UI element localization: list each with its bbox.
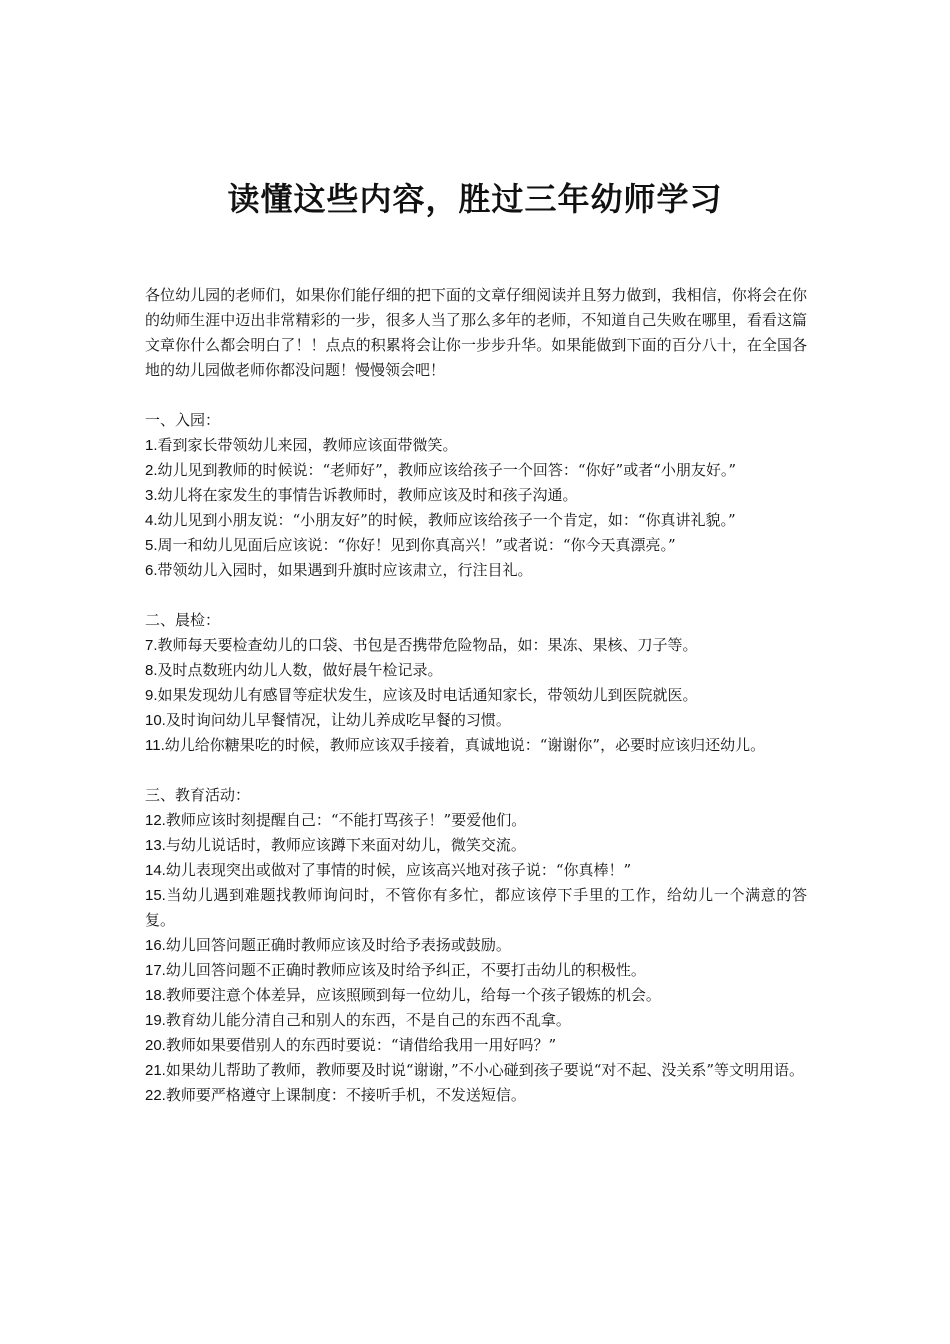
list-item [145,558,807,583]
item-number: 3. [145,487,158,504]
section-heading: 二、晨检： [145,611,221,629]
list-item [145,1083,807,1108]
item-number: 15. [145,887,166,904]
document-body [145,283,807,1133]
item-number: 12. [145,812,166,829]
item-text: 及时点数班内幼儿人数，做好晨午检记录。 [157,661,443,679]
list-item [145,858,807,883]
item-text: 如果发现幼儿有感冒等症状发生，应该及时电话通知家长，带领幼儿到医院就医。 [157,686,698,704]
list-item [145,833,807,858]
list-item [145,633,807,658]
list-item [145,933,807,958]
list-item [145,683,807,708]
item-number: 17. [145,962,166,979]
item-number: 22. [145,1087,166,1104]
item-text: 教育幼儿能分清自己和别人的东西，不是自己的东西不乱拿。 [165,1011,571,1029]
section-enrollment [145,408,807,583]
item-text: 幼儿见到小朋友说：“小朋友好”的时候，教师应该给孩子一个肯定，如：“你真讲礼貌。” [157,511,736,529]
list-item [145,808,807,833]
item-number: 4. [145,512,158,529]
item-text: 如果幼儿帮助了教师，教师要及时说“谢谢，”不小心碰到孩子要说“对不起、没关系”等文明用语。 [165,1061,805,1079]
item-number: 18. [145,987,166,1004]
section-educational-activities [145,783,807,1108]
item-number: 1. [145,437,158,454]
item-number: 2. [145,462,158,479]
list-item [145,483,807,508]
list-item [145,433,807,458]
item-text: 教师应该时刻提醒自己：“不能打骂孩子！”要爱他们。 [165,811,527,829]
item-number: 7. [145,637,158,654]
item-text: 幼儿见到教师的时候说：“老师好”，教师应该给孩子一个回答：“你好”或者“小朋友好。” [157,461,737,479]
item-text: 幼儿回答问题不正确时教师应该及时给予纠正，不要打击幼儿的积极性。 [165,961,646,979]
item-text: 当幼儿遇到难题找教师询问时，不管你有多忙，都应该停下手里的工作，给幼儿一个满意的答复。 [145,886,807,929]
item-number: 10. [145,712,166,729]
list-item [145,958,807,983]
item-text: 周一和幼儿见面后应该说：“你好！见到你真高兴！”或者说：“你今天真漂亮。” [157,536,676,554]
item-text: 带领幼儿入园时，如果遇到升旗时应该肃立，行注目礼。 [157,561,533,579]
item-number: 20. [145,1037,166,1054]
item-text: 教师每天要检查幼儿的口袋、书包是否携带危险物品，如：果冻、果核、刀子等。 [157,636,698,654]
list-item [145,458,807,483]
item-number: 8. [145,662,158,679]
section-heading: 三、教育活动： [145,786,251,804]
item-number: 6. [145,562,158,579]
item-text: 教师要严格遵守上课制度：不接听手机，不发送短信。 [165,1086,526,1104]
item-number: 14. [145,862,166,879]
list-item [145,1033,807,1058]
item-number: 5. [145,537,158,554]
item-text: 幼儿将在家发生的事情告诉教师时，教师应该及时和孩子沟通。 [157,486,578,504]
item-number: 16. [145,937,166,954]
list-item [145,1058,807,1083]
list-item [145,883,807,933]
item-text: 幼儿回答问题正确时教师应该及时给予表扬或鼓励。 [165,936,511,954]
item-text: 及时询问幼儿早餐情况，让幼儿养成吃早餐的习惯。 [165,711,511,729]
list-item [145,708,807,733]
section-morning-check [145,608,807,758]
list-item [145,508,807,533]
item-number: 13. [145,837,166,854]
list-item [145,533,807,558]
item-number: 11. [145,737,165,754]
list-item [145,658,807,683]
list-item [145,733,807,758]
item-text: 与幼儿说话时，教师应该蹲下来面对幼儿，微笑交流。 [165,836,526,854]
intro-paragraph: 各位幼儿园的老师们，如果你们能仔细的把下面的文章仔细阅读并且努力做到，我相信，你将会在你的幼师生涯中迈出非常精彩的一步，很多人当了那么多年的老师，不知道自己失败在哪里，看看这篇文章你什么都会明白了！！点点的积累将会让你一步步升华。如果能做到下面的百分八十，在全国各地的幼儿园做老师你都没问题！慢慢领会吧！ [145,286,807,379]
section-heading: 一、入园： [145,411,221,429]
item-text: 幼儿给你糖果吃的时候，教师应该双手接着，真诚地说：“谢谢你”，必要时应该归还幼儿。 [164,736,766,754]
item-text: 教师如果要借别人的东西时要说：“请借给我用一用好吗？” [165,1036,557,1054]
item-text: 看到家长带领幼儿来园，教师应该面带微笑。 [157,436,458,454]
document-title: 读懂这些内容，胜过三年幼师学习 [227,180,723,219]
list-item [145,983,807,1008]
item-number: 9. [145,687,158,704]
item-number: 21. [145,1062,166,1079]
item-number: 19. [145,1012,166,1029]
list-item [145,1008,807,1033]
item-text: 教师要注意个体差异，应该照顾到每一位幼儿，给每一个孩子锻炼的机会。 [165,986,661,1004]
item-text: 幼儿表现突出或做对了事情的时候，应该高兴地对孩子说：“你真棒！” [165,861,632,879]
